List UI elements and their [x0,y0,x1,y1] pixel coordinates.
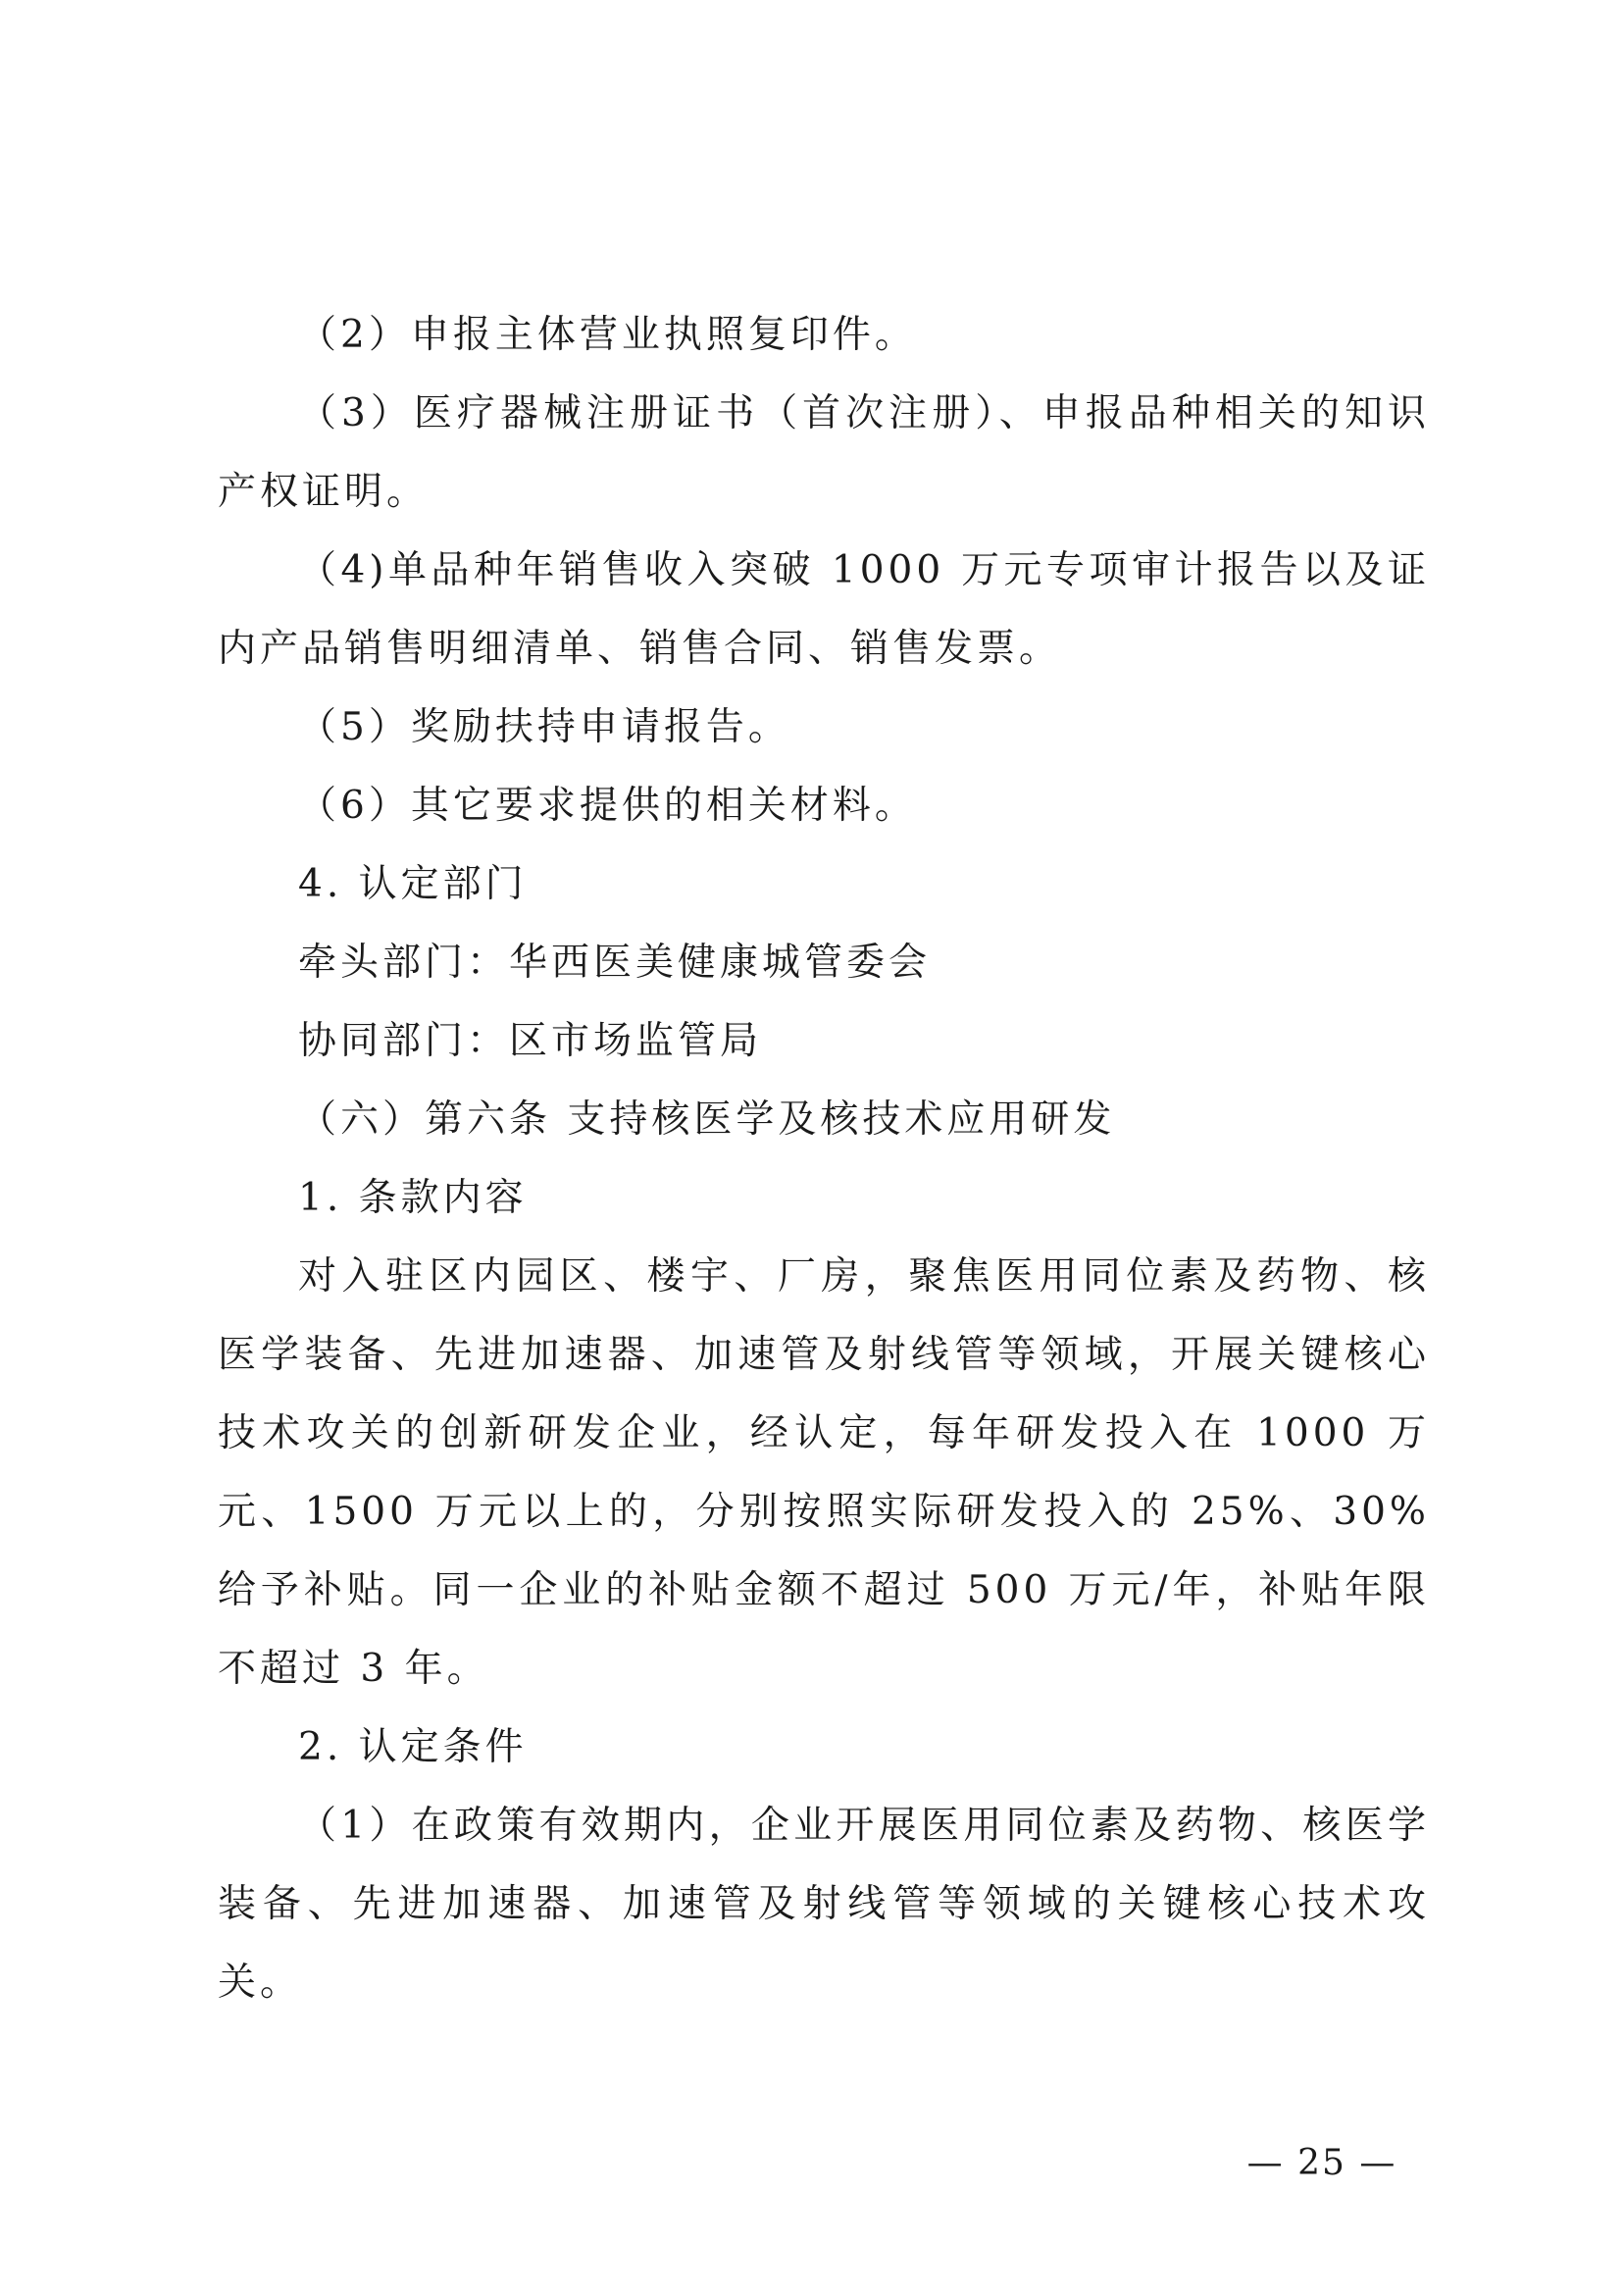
section-heading-certification-conditions: 2. 认定条件 [298,1725,528,1769]
paragraph-item-2-license-copy: （2）申报主体营业执照复印件。 [298,313,917,357]
section-heading-clause-content: 1. 条款内容 [298,1176,528,1220]
paragraph-item-3-registration-certificate: （3）医疗器械注册证书（首次注册）、申报品种相关的知识产权证明。 [218,391,1430,514]
paragraph-item-6-other-materials: （6）其它要求提供的相关材料。 [298,784,917,828]
lead-department: 牵头部门：华西医美健康城管委会 [298,941,932,985]
page-number: — 25 — [1246,2143,1397,2183]
cooperating-department: 协同部门：区市场监管局 [298,1019,763,1063]
paragraph-item-5-application-report: （5）奖励扶持申请报告。 [298,705,790,749]
clause-content-paragraph: 对入驻区内园区、楼宇、厂房，聚焦医用同位素及药物、核医学装备、先进加速器、加速管及射线管等领域，开展关键核心技术攻关的创新研发企业，经认定，每年研发投入在 1000 万元、1500 万元以上的，分别按照实际研发投入的 25%、30%给予补贴。同一企业的补贴金额不超过 500 万元/年，补贴年限不超过 3 年。 [218,1254,1430,1691]
condition-item-1: （1）在政策有效期内，企业开展医用同位素及药物、核医学装备、先进加速器、加速管及射线管等领域的关键核心技术攻关。 [218,1804,1430,2005]
section-heading-certifying-departments: 4. 认定部门 [298,862,528,906]
document-body [218,296,1430,2022]
paragraph-item-4-audit-report: （4)单品种年销售收入突破 1000 万元专项审计报告以及证内产品销售明细清单、销售合同、销售发票。 [218,548,1430,671]
article-six-heading: （六）第六条 支持核医学及核技术应用研发 [298,1097,1116,1142]
